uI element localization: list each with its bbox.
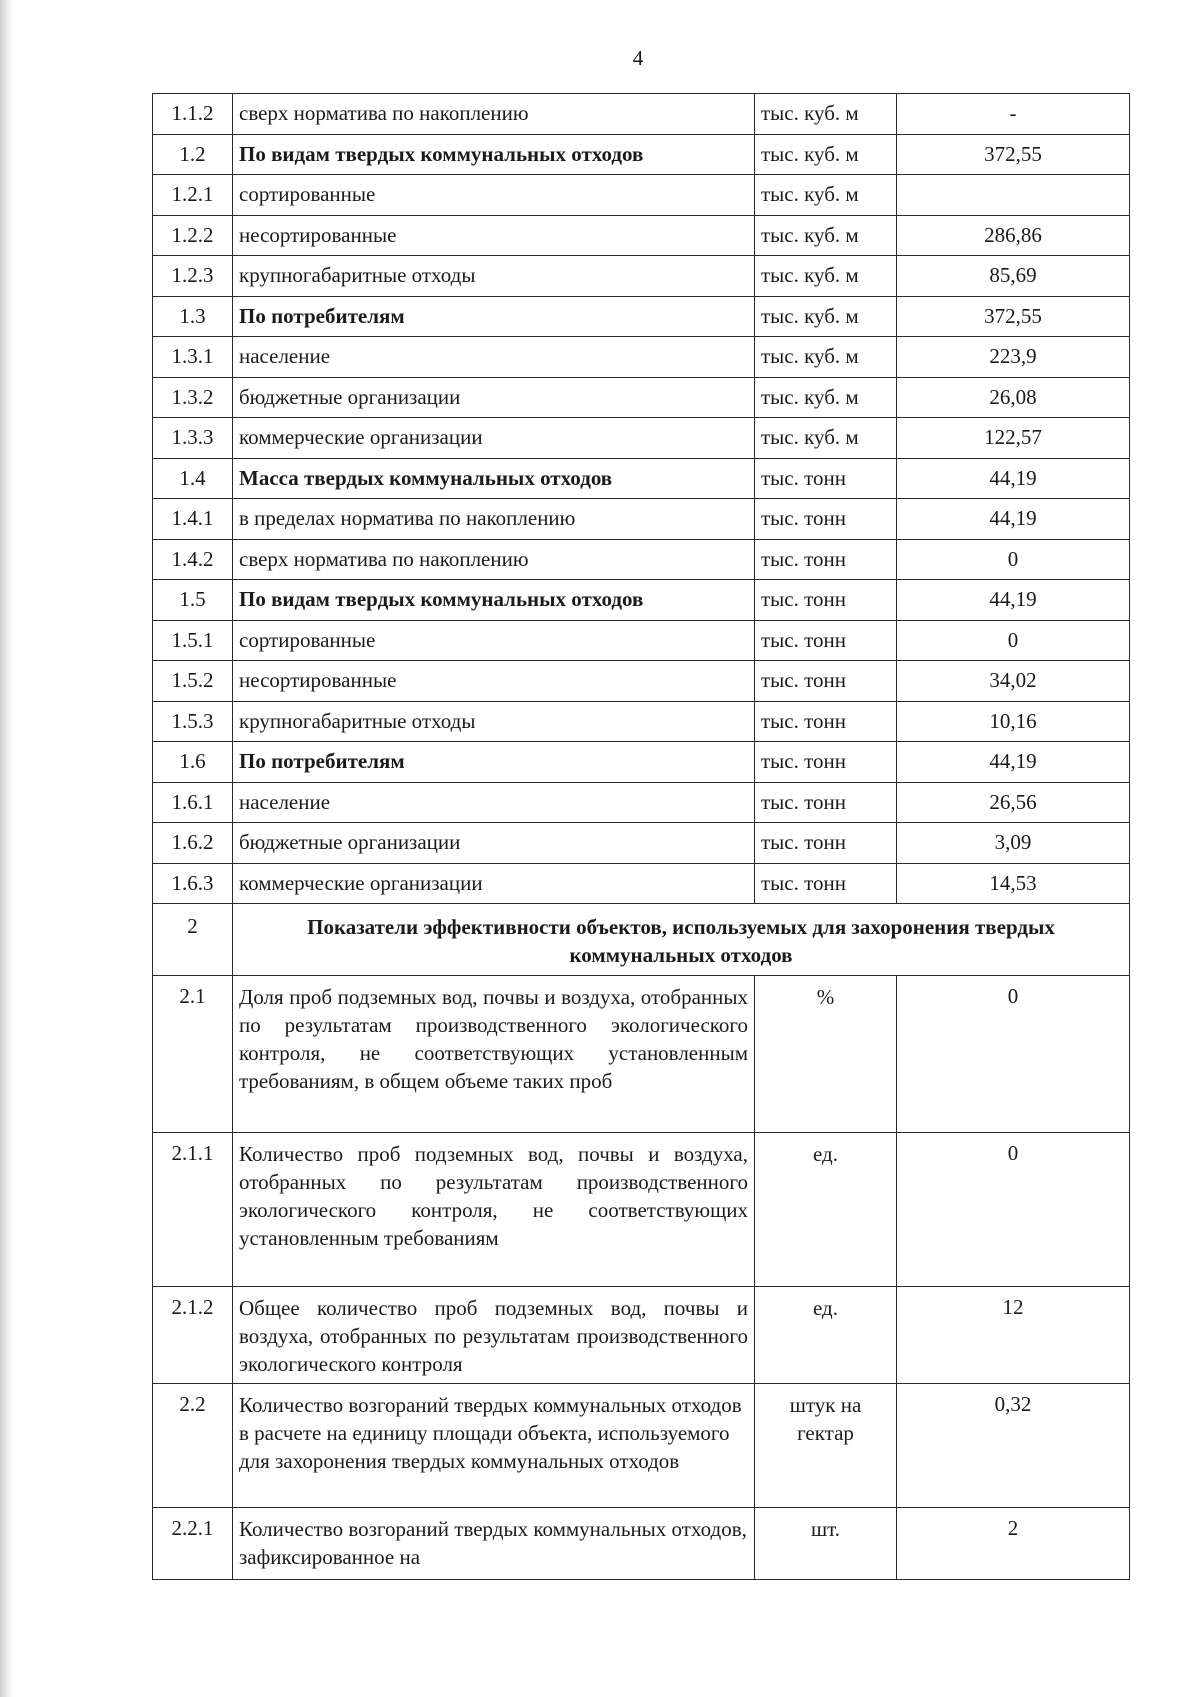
row-label: несортированные [233, 215, 755, 256]
row-value: 44,19 [897, 458, 1130, 499]
row-value: 0 [897, 1133, 1130, 1287]
row-number: 2.2 [153, 1384, 233, 1508]
row-unit: % [755, 976, 897, 1133]
row-number: 1.6.2 [153, 823, 233, 864]
table-row [153, 94, 1130, 135]
row-label: население [233, 782, 755, 823]
row-number: 1.3.1 [153, 337, 233, 378]
row-value: 3,09 [897, 823, 1130, 864]
row-label: крупногабаритные отходы [233, 701, 755, 742]
table-row [153, 1287, 1130, 1384]
row-label: население [233, 337, 755, 378]
table-row [153, 742, 1130, 783]
row-unit: тыс. куб. м [755, 377, 897, 418]
row-unit: тыс. куб. м [755, 94, 897, 135]
table-row [153, 134, 1130, 175]
row-value [897, 175, 1130, 216]
row-unit: тыс. куб. м [755, 134, 897, 175]
indicators-table [152, 93, 1130, 1580]
table-row [153, 782, 1130, 823]
row-value: 44,19 [897, 499, 1130, 540]
row-value: 0,32 [897, 1384, 1130, 1508]
row-label: Количество проб подземных вод, почвы и воздуха, отобранных по результатам производственного экологического контроля, не соответствующих установленным требованиям [233, 1133, 755, 1287]
row-unit: тыс. куб. м [755, 418, 897, 459]
row-number: 1.3.2 [153, 377, 233, 418]
table-row [153, 580, 1130, 621]
row-value: 26,56 [897, 782, 1130, 823]
row-value: 12 [897, 1287, 1130, 1384]
row-value: 26,08 [897, 377, 1130, 418]
row-number: 1.2.3 [153, 256, 233, 297]
row-value: - [897, 94, 1130, 135]
row-value: 2 [897, 1508, 1130, 1580]
row-unit: тыс. куб. м [755, 337, 897, 378]
row-label: По потребителям [233, 296, 755, 337]
row-unit: тыс. тонн [755, 620, 897, 661]
row-value: 14,53 [897, 863, 1130, 904]
table-row [153, 215, 1130, 256]
row-value: 122,57 [897, 418, 1130, 459]
row-value: 286,86 [897, 215, 1130, 256]
row-number: 1.2 [153, 134, 233, 175]
row-unit: тыс. тонн [755, 782, 897, 823]
row-number: 2.1 [153, 976, 233, 1133]
row-label: Общее количество проб подземных вод, почвы и воздуха, отобранных по результатам производственного экологического контроля [233, 1287, 755, 1384]
row-value: 372,55 [897, 134, 1130, 175]
table-row [153, 458, 1130, 499]
row-unit: тыс. тонн [755, 539, 897, 580]
table-row [153, 823, 1130, 864]
row-label: сверх норматива по накоплению [233, 94, 755, 135]
table-row [153, 661, 1130, 702]
row-number: 2.2.1 [153, 1508, 233, 1580]
row-label: По потребителям [233, 742, 755, 783]
row-label: крупногабаритные отходы [233, 256, 755, 297]
row-unit: ед. [755, 1287, 897, 1384]
row-number: 2.1.2 [153, 1287, 233, 1384]
row-label: сортированные [233, 620, 755, 661]
row-unit: тыс. тонн [755, 458, 897, 499]
row-value: 34,02 [897, 661, 1130, 702]
row-label: коммерческие организации [233, 863, 755, 904]
row-unit: тыс. тонн [755, 580, 897, 621]
row-number: 2.1.1 [153, 1133, 233, 1287]
table-row [153, 377, 1130, 418]
row-label: Количество возгораний твердых коммунальных отходов в расчете на единицу площади объекта, используемого для захоронения твердых коммунальных отходов [233, 1384, 755, 1508]
row-number: 1.4.1 [153, 499, 233, 540]
row-unit: тыс. куб. м [755, 296, 897, 337]
row-number: 1.4 [153, 458, 233, 499]
table-row [153, 296, 1130, 337]
row-unit: тыс. куб. м [755, 175, 897, 216]
table-row [153, 863, 1130, 904]
row-label: бюджетные организации [233, 377, 755, 418]
row-number: 1.2.2 [153, 215, 233, 256]
row-unit: тыс. тонн [755, 742, 897, 783]
row-number: 1.1.2 [153, 94, 233, 135]
table-row [153, 701, 1130, 742]
table-row [153, 337, 1130, 378]
table-row [153, 175, 1130, 216]
row-unit: тыс. тонн [755, 863, 897, 904]
row-label: бюджетные организации [233, 823, 755, 864]
table-row [153, 418, 1130, 459]
row-unit: шт. [755, 1508, 897, 1580]
row-number: 1.6.1 [153, 782, 233, 823]
table-row [153, 1133, 1130, 1287]
row-number: 1.6.3 [153, 863, 233, 904]
row-number: 1.5.1 [153, 620, 233, 661]
row-unit: ед. [755, 1133, 897, 1287]
section-number: 2 [153, 904, 233, 976]
section-title: Показатели эффективности объектов, используемых для захоронения твердых коммунальных отходов [233, 904, 1130, 976]
row-number: 1.5 [153, 580, 233, 621]
table-row [153, 976, 1130, 1133]
section-header-row [153, 904, 1130, 976]
row-value: 0 [897, 976, 1130, 1133]
row-value: 0 [897, 620, 1130, 661]
row-label: в пределах норматива по накоплению [233, 499, 755, 540]
row-label: коммерческие организации [233, 418, 755, 459]
row-value: 44,19 [897, 580, 1130, 621]
row-number: 1.2.1 [153, 175, 233, 216]
row-label: сортированные [233, 175, 755, 216]
row-value: 223,9 [897, 337, 1130, 378]
row-number: 1.4.2 [153, 539, 233, 580]
row-number: 1.5.2 [153, 661, 233, 702]
row-label: Масса твердых коммунальных отходов [233, 458, 755, 499]
row-value: 0 [897, 539, 1130, 580]
row-unit: тыс. куб. м [755, 215, 897, 256]
row-value: 10,16 [897, 701, 1130, 742]
table-row [153, 256, 1130, 297]
row-label: По видам твердых коммунальных отходов [233, 580, 755, 621]
row-unit: тыс. тонн [755, 661, 897, 702]
row-number: 1.3.3 [153, 418, 233, 459]
table-row [153, 1508, 1130, 1580]
row-label: несортированные [233, 661, 755, 702]
table-row [153, 620, 1130, 661]
row-number: 1.3 [153, 296, 233, 337]
row-unit: тыс. куб. м [755, 256, 897, 297]
scan-edge [0, 0, 14, 1697]
table-row [153, 499, 1130, 540]
row-label: Количество возгораний твердых коммунальных отходов, зафиксированное на [233, 1508, 755, 1580]
row-unit: тыс. тонн [755, 499, 897, 540]
table-row [153, 539, 1130, 580]
row-number: 1.5.3 [153, 701, 233, 742]
row-number: 1.6 [153, 742, 233, 783]
row-value: 85,69 [897, 256, 1130, 297]
row-label: По видам твердых коммунальных отходов [233, 134, 755, 175]
row-label: Доля проб подземных вод, почвы и воздуха, отобранных по результатам производственного экологического контроля, не соответствующих установленным требованиям, в общем объеме таких проб [233, 976, 755, 1133]
page-number: 4 [632, 46, 644, 70]
row-unit: тыс. тонн [755, 701, 897, 742]
table-row [153, 1384, 1130, 1508]
row-unit: штук на гектар [755, 1384, 897, 1508]
row-value: 44,19 [897, 742, 1130, 783]
row-value: 372,55 [897, 296, 1130, 337]
row-label: сверх норматива по накоплению [233, 539, 755, 580]
row-unit: тыс. тонн [755, 823, 897, 864]
